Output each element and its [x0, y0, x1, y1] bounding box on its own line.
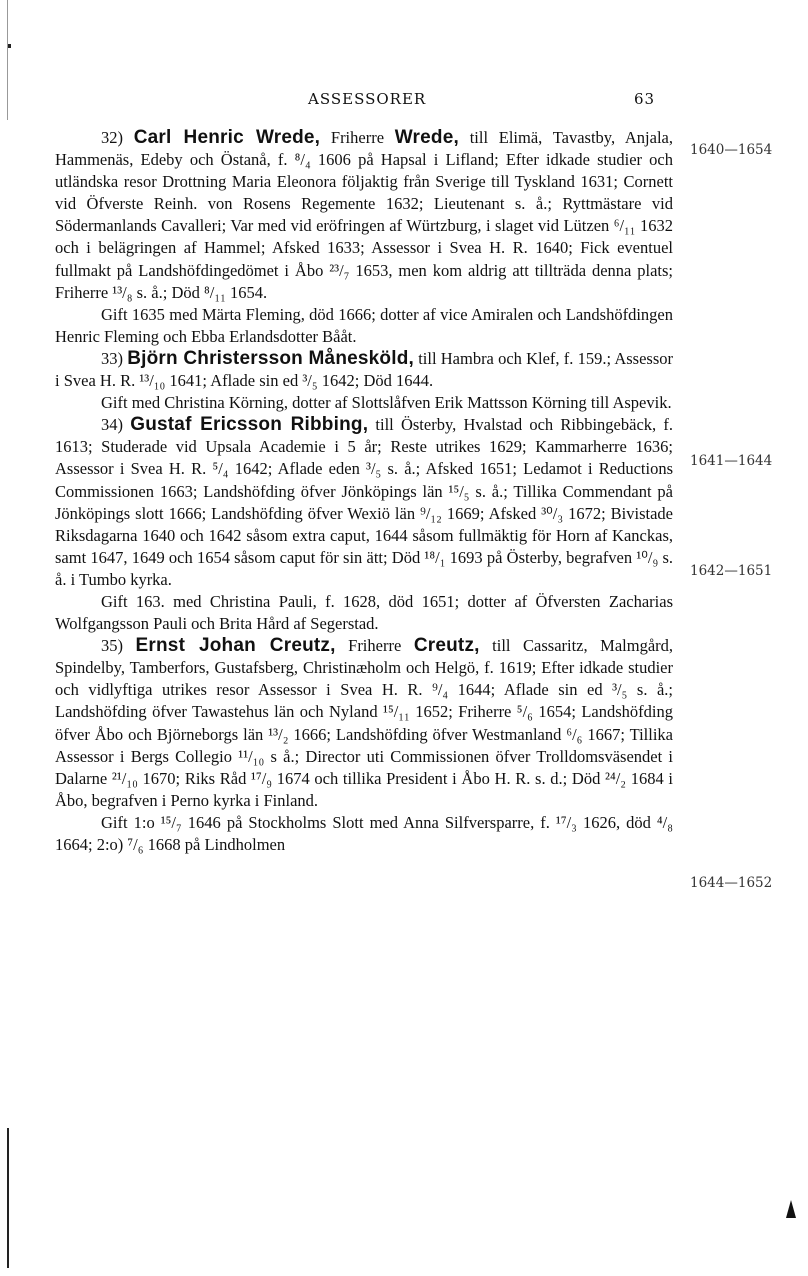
entry-married: Gift 163. med Christina Pauli, f. 1628, död 1651; dotter af Öfversten Zacharias Wolfgangsson Pauli och Brita Hård af Segerstad.: [55, 591, 673, 634]
entry-married: Gift 1:o ¹⁵/₇ 1646 på Stockholms Slott med Anna Silfversparre, f. ¹⁷/₃ 1626, död ⁴/₈ 1664; 2:o) ⁷/₆ 1668 på Lindholmen: [55, 812, 673, 854]
entry-body: till Österby, Hvalstad och Ribbingebäck, f. 1613; Studerade vid Upsala Academie i 5 år; Reste utrikes 1629; Kammarherre 1636; Assessor i Svea H. R. ⁵/₄ 1642; Aflade eden ³/₅ s. å.; Afsked 1651; Ledamot i Reductions Commissionen 1663; Landshöfding öfver Jönköpings län ¹⁵/₅ s. å.; Tillika Commendant på Jönköpings slott 1666; Landshöfding öfver Wexiö län ⁹/₁₂ 1669; Afsked ³⁰/₃ 1672; Bivistade Riksdagarna 1640 och 1642 såsom extra caput, 1644 såsom fullmäktig för Horn af Kanckas, samt 1647, 1649 och 1654 såsom caput för sin ätt; Död ¹⁸/₁ 1693 på Österby, begrafven ¹⁰/₉ s. å. i Tumbo kyrka.: [55, 415, 673, 589]
entry-number: 32): [101, 128, 123, 147]
family-name: Creutz,: [413, 635, 480, 657]
scan-edge-mark: [8, 44, 11, 48]
entry-34: [55, 414, 673, 635]
page-body: [55, 127, 673, 856]
scan-corner-mark: [786, 1200, 796, 1218]
person-name: Björn Christersson Månesköld,: [127, 347, 414, 369]
entry-body: till Cassaritz, Malmgård, Spindelby, Tamberfors, Gustafsberg, Christinæholm och Helgö, f. 1619; Efter idkade studier och vidlyftiga utrikes resor Assessor i Svea H. R. ⁹/₄ 1644; Aflade sin ed ³/₅ s. å.; Landshöfding öfver Tawastehus län och Nyland ¹⁵/₁₁ 1652; Friherre ⁵/₆ 1654; Landshöfding öfver Åbo och Björneborgs län ¹³/₂ 1666; Landshöfding öfver Westmanland ⁶/₆ 1667; Tillika Assessor i Bergs Collegio ¹¹/₁₀ s å.; Director uti Commissionen öfver Trolldomsväsendet i Dalarne ²¹/₁₀ 1670; Riks Råd ¹⁷/₉ 1674 och tillika President i Åbo H. R. s. d.; Död ²⁴/₂ 1684 i Åbo, begrafven i Perno kyrka i Finland.: [55, 636, 674, 810]
person-name: Carl Henric Wrede,: [133, 127, 321, 148]
person-name: Gustaf Ericsson Ribbing,: [130, 414, 369, 436]
running-title: ASSESSORER: [308, 90, 427, 108]
page-header: [0, 90, 808, 112]
entry-32: [55, 127, 673, 348]
term-years-33: 1641—1644: [690, 453, 773, 469]
page-number: 63: [634, 90, 656, 108]
person-name: Ernst Johan Creutz,: [135, 635, 336, 657]
rank-word: Friherre: [330, 128, 385, 147]
rank-word: Friherre: [348, 636, 402, 656]
entry-number: 35): [101, 636, 123, 656]
scan-edge-line-bottom: [7, 1128, 9, 1268]
term-years-32: 1640—1654: [690, 142, 773, 158]
term-years-35: 1644—1652: [690, 875, 773, 891]
entry-number: 34): [101, 415, 123, 435]
entry-33: [55, 348, 673, 414]
entry-body: till Elimä, Tavastby, Anjala, Hammenäs, Edeby och Östanå, f. ⁸/₄ 1606 på Hapsal i Lifland; Efter idkade studier och utländska resor Drottning Maria Eleonora följaktig från Sverige till Tyskland 1631; Cornett vid Öfverste Reinh. von Rosens Regemente 1632; Lieutenant s. å.; Ryttmästare vid Södermanlands Cavalleri; Var med vid eröfringen af Würtzburg, i slaget vid Lützen ⁶/₁₁ 1632 och i belägringen af Hammel; Afsked 1633; Assessor i Svea H. R. 1640; Fick eventuel fullmakt på Landshöfdingedömet i Åbo ²³/₇ 1653, men kom aldrig att tillträda denna plats; Friherre ¹³/₈ s. å.; Död ⁸/₁₁ 1654.: [55, 128, 673, 302]
term-years-34: 1642—1651: [690, 563, 773, 579]
entry-number: 33): [101, 348, 123, 368]
entry-married: Gift 1635 med Märta Fleming, död 1666; dotter af vice Amiralen och Landshöfdingen Henric Fleming och Ebba Erlandsdotter Bååt.: [55, 304, 673, 346]
family-name: Wrede,: [394, 127, 459, 148]
entry-married: Gift med Christina Körning, dotter af Slottslåfven Erik Mattsson Körning till Aspevik.: [101, 393, 672, 413]
entry-35: [55, 635, 673, 856]
entry-body: till Hambra och Klef, f. 159.; Assessor i Svea H. R. ¹³/₁₀ 1641; Aflade sin ed ³/₅ 1642; Död 1644.: [55, 348, 673, 391]
